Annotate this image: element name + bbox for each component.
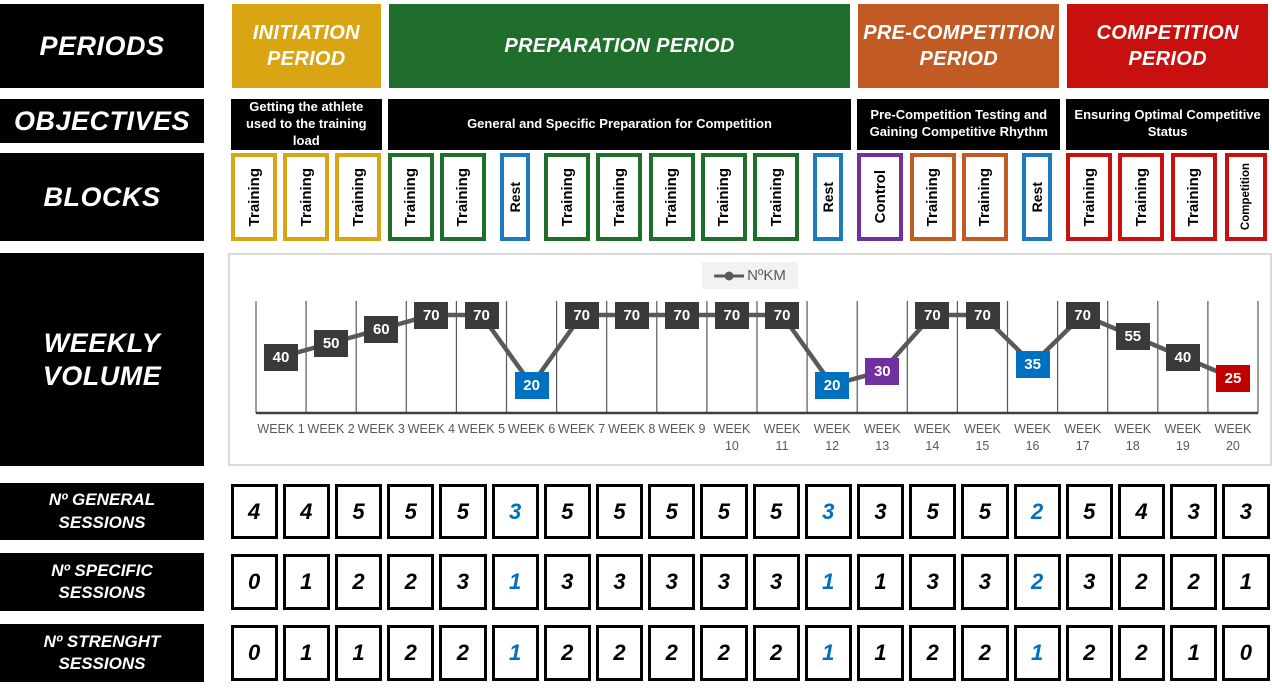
- general-sessions-row-cell-week-16: 2: [1014, 484, 1061, 539]
- specific-sessions-row-label: [0, 553, 204, 611]
- general-sessions-row-cell-week-15: 5: [961, 484, 1008, 539]
- block-week-20-label: Competition: [1239, 163, 1252, 231]
- chart-week-axis-label-1: WEEK 1: [257, 422, 305, 436]
- period-preparation-label: PREPARATION PERIOD: [504, 35, 735, 57]
- strenght-sessions-row-cell-week-18: 2: [1118, 625, 1165, 681]
- strenght-sessions-row-cell-week-3: 1: [335, 625, 382, 681]
- chart-point-label-week-14: 70: [915, 302, 949, 329]
- strenght-sessions-row-cell-week-10: 2: [700, 625, 747, 681]
- specific-sessions-row-label-text: Nº SPECIFIC SESSIONS: [51, 560, 153, 602]
- period-preparation: [389, 4, 851, 88]
- chart-point-label-week-7: 70: [565, 302, 599, 329]
- chart-week-axis-label-14: WEEK 14: [913, 422, 951, 453]
- block-week-18-label: Training: [1132, 167, 1150, 227]
- objective-competition-text: Ensuring Optimal Competitive Status: [1074, 107, 1261, 140]
- chart-week-axis-label-12: WEEK 12: [813, 422, 851, 453]
- block-week-11-label: Training: [767, 167, 785, 227]
- general-sessions-row-cell-week-6: 3: [492, 484, 539, 539]
- specific-sessions-row-cell-week-3: 2: [335, 554, 382, 610]
- strenght-sessions-row-cell-week-6: 1: [492, 625, 539, 681]
- block-week-7-training: [544, 153, 590, 241]
- specific-sessions-row-cell-week-6: 1: [492, 554, 539, 610]
- chart-week-axis-label-16: WEEK 16: [1014, 422, 1051, 453]
- block-week-18-training: [1118, 153, 1164, 241]
- general-sessions-row-cell-week-12: 3: [805, 484, 852, 539]
- chart-week-axis-label-8: WEEK 8: [608, 422, 656, 436]
- block-week-4-training: [388, 153, 434, 241]
- chart-week-axis-label-13: WEEK 13: [863, 422, 901, 453]
- block-week-19-label: Training: [1185, 167, 1203, 227]
- periods-row: [228, 4, 1272, 88]
- strenght-sessions-row-cell-week-9: 2: [648, 625, 695, 681]
- block-cell-week-1: [228, 153, 280, 241]
- specific-sessions-row-cell-week-5: 3: [439, 554, 486, 610]
- strenght-sessions-row-cell-week-4: 2: [387, 625, 434, 681]
- chart-week-axis-label-18: WEEK 18: [1114, 422, 1152, 453]
- block-week-5-training: [440, 153, 486, 241]
- block-week-13-label: Control: [871, 170, 889, 224]
- general-sessions-row-cell-week-8: 5: [596, 484, 643, 539]
- objectives-row-label: [0, 99, 204, 143]
- block-week-2-training: [283, 153, 329, 241]
- block-cell-week-20: [1220, 153, 1272, 241]
- objective-competition: [1066, 99, 1269, 150]
- specific-sessions-row: [228, 553, 1272, 611]
- strenght-sessions-row-cell-week-14: 2: [909, 625, 956, 681]
- chart-point-label-week-20: 25: [1216, 365, 1250, 392]
- block-week-17-label: Training: [1080, 167, 1098, 227]
- block-cell-week-14: [907, 153, 959, 241]
- block-cell-week-6: [489, 153, 541, 241]
- block-cell-week-10: [698, 153, 750, 241]
- block-week-3-label: Training: [349, 167, 367, 227]
- block-week-20-competition: [1225, 153, 1267, 241]
- general-sessions-row-label: [0, 483, 204, 540]
- weekly-volume-chart: [228, 253, 1272, 466]
- objectives-row: [228, 99, 1272, 148]
- general-sessions-row-cell-week-14: 5: [909, 484, 956, 539]
- specific-sessions-row-cell-week-8: 3: [596, 554, 643, 610]
- chart-point-label-week-13: 30: [865, 358, 899, 385]
- chart-point-label-week-2: 50: [314, 330, 348, 357]
- chart-point-label-week-3: 60: [364, 316, 398, 343]
- block-week-9-label: Training: [663, 167, 681, 227]
- general-sessions-row-cell-week-9: 5: [648, 484, 695, 539]
- block-cell-week-19: [1168, 153, 1220, 241]
- specific-sessions-row-cell-week-4: 2: [387, 554, 434, 610]
- strenght-sessions-row-cell-week-16: 1: [1014, 625, 1061, 681]
- chart-point-label-week-10: 70: [715, 302, 749, 329]
- block-week-12-rest: [813, 153, 843, 241]
- block-week-8-label: Training: [610, 167, 628, 227]
- block-week-16-label: Rest: [1029, 181, 1046, 213]
- chart-point-label-week-15: 70: [966, 302, 1000, 329]
- general-sessions-row-cell-week-1: 4: [231, 484, 278, 539]
- block-week-8-training: [596, 153, 642, 241]
- block-week-15-training: [962, 153, 1008, 241]
- chart-point-label-week-5: 70: [465, 302, 499, 329]
- specific-sessions-row-cell-week-15: 3: [961, 554, 1008, 610]
- objective-initiation-text: Getting the athlete used to the training load: [245, 99, 367, 148]
- chart-point-label-week-8: 70: [615, 302, 649, 329]
- general-sessions-row-cell-week-19: 3: [1170, 484, 1217, 539]
- periods-row-label: [0, 4, 204, 88]
- specific-sessions-row-cell-week-18: 2: [1118, 554, 1165, 610]
- objective-preparation: [388, 99, 852, 150]
- general-sessions-row: [228, 483, 1272, 540]
- block-cell-week-18: [1115, 153, 1167, 241]
- specific-sessions-row-cell-week-16: 2: [1014, 554, 1061, 610]
- chart-point-label-week-16: 35: [1016, 351, 1050, 378]
- chart-point-label-week-6: 20: [515, 372, 549, 399]
- blocks-row-label: [0, 153, 204, 241]
- objective-pre-competition-text: Pre-Competition Testing and Gaining Competitive Rhythm: [869, 107, 1048, 140]
- strenght-sessions-row-cell-week-11: 2: [753, 625, 800, 681]
- chart-week-axis-label-5: WEEK 5: [457, 422, 506, 436]
- block-week-16-rest: [1022, 153, 1052, 241]
- specific-sessions-row-cell-week-7: 3: [544, 554, 591, 610]
- chart-week-axis-label-6: WEEK 6: [507, 422, 556, 436]
- chart-week-axis-label-10: WEEK 10: [713, 422, 751, 453]
- strenght-sessions-row-cell-week-5: 2: [439, 625, 486, 681]
- block-week-7-label: Training: [558, 167, 576, 227]
- block-week-9-training: [649, 153, 695, 241]
- general-sessions-row-label-text: Nº GENERAL SESSIONS: [48, 490, 156, 532]
- strenght-sessions-row-cell-week-19: 1: [1170, 625, 1217, 681]
- general-sessions-row-cell-week-17: 5: [1066, 484, 1113, 539]
- chart-week-axis-label-4: WEEK 4: [407, 422, 455, 436]
- period-initiation: [232, 4, 381, 88]
- chart-point-label-week-4: 70: [414, 302, 448, 329]
- block-week-12-label: Rest: [820, 181, 837, 213]
- block-cell-week-3: [332, 153, 384, 241]
- block-cell-week-12: [802, 153, 854, 241]
- chart-week-axis-label-17: WEEK 17: [1064, 422, 1102, 453]
- period-competition: [1067, 4, 1268, 88]
- block-week-6-rest: [500, 153, 530, 241]
- general-sessions-row-cell-week-11: 5: [753, 484, 800, 539]
- specific-sessions-row-cell-week-14: 3: [909, 554, 956, 610]
- block-cell-week-2: [280, 153, 332, 241]
- specific-sessions-row-cell-week-1: 0: [231, 554, 278, 610]
- block-cell-week-5: [437, 153, 489, 241]
- objective-pre-competition: [857, 99, 1060, 150]
- objective-initiation: [231, 99, 382, 150]
- general-sessions-row-cell-week-3: 5: [335, 484, 382, 539]
- general-sessions-row-cell-week-13: 3: [857, 484, 904, 539]
- weekly-volume-row-label-text: WEEKLY VOLUME: [42, 327, 162, 391]
- strenght-sessions-row-cell-week-17: 2: [1066, 625, 1113, 681]
- blocks-row: [228, 153, 1272, 241]
- block-week-1-label: Training: [245, 167, 263, 227]
- chart-week-axis-label-19: WEEK 19: [1164, 422, 1202, 453]
- chart-point-label-week-18: 55: [1116, 323, 1150, 350]
- chart-legend-text: NºKM: [747, 267, 786, 284]
- block-week-6-label: Rest: [507, 181, 524, 213]
- block-cell-week-7: [541, 153, 593, 241]
- strenght-sessions-row-cell-week-20: 0: [1222, 625, 1269, 681]
- chart-week-axis-label-2: WEEK 2: [307, 422, 355, 436]
- block-week-1-training: [231, 153, 277, 241]
- specific-sessions-row-cell-week-13: 1: [857, 554, 904, 610]
- general-sessions-row-cell-week-4: 5: [387, 484, 434, 539]
- chart-point-label-week-11: 70: [765, 302, 799, 329]
- specific-sessions-row-cell-week-10: 3: [700, 554, 747, 610]
- strenght-sessions-row-cell-week-12: 1: [805, 625, 852, 681]
- chart-point-label-week-19: 40: [1166, 344, 1200, 371]
- block-cell-week-15: [959, 153, 1011, 241]
- chart-legend: [702, 262, 798, 289]
- general-sessions-row-cell-week-18: 4: [1118, 484, 1165, 539]
- chart-point-label-week-9: 70: [665, 302, 699, 329]
- general-sessions-row-cell-week-5: 5: [439, 484, 486, 539]
- period-pre-competition-label: PRE-COMPETITION PERIOD: [863, 22, 1055, 70]
- general-sessions-row-cell-week-2: 4: [283, 484, 330, 539]
- periods-row-label-text: PERIODS: [39, 30, 165, 61]
- specific-sessions-row-cell-week-17: 3: [1066, 554, 1113, 610]
- block-week-13-control: [857, 153, 903, 241]
- block-cell-week-4: [385, 153, 437, 241]
- block-week-2-label: Training: [297, 167, 315, 227]
- strenght-sessions-row-cell-week-15: 2: [961, 625, 1008, 681]
- block-week-14-label: Training: [924, 167, 942, 227]
- chart-week-axis-label-9: WEEK 9: [658, 422, 706, 436]
- blocks-row-label-text: BLOCKS: [43, 181, 161, 212]
- block-week-5-label: Training: [454, 167, 472, 227]
- general-sessions-row-cell-week-10: 5: [700, 484, 747, 539]
- chart-week-axis-label-11: WEEK 11: [763, 422, 801, 453]
- block-cell-week-17: [1063, 153, 1115, 241]
- specific-sessions-row-cell-week-11: 3: [753, 554, 800, 610]
- period-pre-competition: [858, 4, 1059, 88]
- block-cell-week-8: [593, 153, 645, 241]
- specific-sessions-row-cell-week-20: 1: [1222, 554, 1269, 610]
- block-cell-week-13: [854, 153, 906, 241]
- period-initiation-label: INITIATION PERIOD: [252, 22, 360, 70]
- objectives-row-label-text: OBJECTIVES: [13, 105, 191, 136]
- chart-week-axis-label-15: WEEK 15: [964, 422, 1001, 453]
- strenght-sessions-row-label: [0, 624, 204, 682]
- chart-week-axis-label-7: WEEK 7: [558, 422, 606, 436]
- general-sessions-row-cell-week-20: 3: [1222, 484, 1269, 539]
- block-week-10-training: [701, 153, 747, 241]
- block-week-14-training: [910, 153, 956, 241]
- general-sessions-row-cell-week-7: 5: [544, 484, 591, 539]
- specific-sessions-row-cell-week-2: 1: [283, 554, 330, 610]
- block-week-10-label: Training: [715, 167, 733, 227]
- period-competition-label: COMPETITION PERIOD: [1096, 22, 1239, 70]
- chart-point-label-week-12: 20: [815, 372, 849, 399]
- specific-sessions-row-cell-week-19: 2: [1170, 554, 1217, 610]
- weekly-volume-row-label: [0, 253, 204, 466]
- block-week-15-label: Training: [976, 167, 994, 227]
- strenght-sessions-row: [228, 624, 1272, 682]
- block-cell-week-16: [1011, 153, 1063, 241]
- chart-week-axis-label-20: WEEK 20: [1214, 422, 1252, 453]
- block-cell-week-9: [646, 153, 698, 241]
- block-week-4-label: Training: [402, 167, 420, 227]
- chart-point-label-week-1: 40: [264, 344, 298, 371]
- strenght-sessions-row-cell-week-7: 2: [544, 625, 591, 681]
- strenght-sessions-row-cell-week-2: 1: [283, 625, 330, 681]
- block-cell-week-11: [750, 153, 802, 241]
- specific-sessions-row-cell-week-12: 1: [805, 554, 852, 610]
- legend-line-marker-icon: [714, 271, 744, 281]
- chart-point-label-week-17: 70: [1066, 302, 1100, 329]
- block-week-19-training: [1171, 153, 1217, 241]
- strenght-sessions-row-cell-week-8: 2: [596, 625, 643, 681]
- strenght-sessions-row-cell-week-13: 1: [857, 625, 904, 681]
- block-week-11-training: [753, 153, 799, 241]
- objective-preparation-text: General and Specific Preparation for Competition: [467, 115, 772, 131]
- specific-sessions-row-cell-week-9: 3: [648, 554, 695, 610]
- block-week-17-training: [1066, 153, 1112, 241]
- block-week-3-training: [335, 153, 381, 241]
- strenght-sessions-row-cell-week-1: 0: [231, 625, 278, 681]
- strenght-sessions-row-label-text: Nº STRENGHT SESSIONS: [43, 631, 161, 673]
- chart-week-axis-label-3: WEEK 3: [357, 422, 405, 436]
